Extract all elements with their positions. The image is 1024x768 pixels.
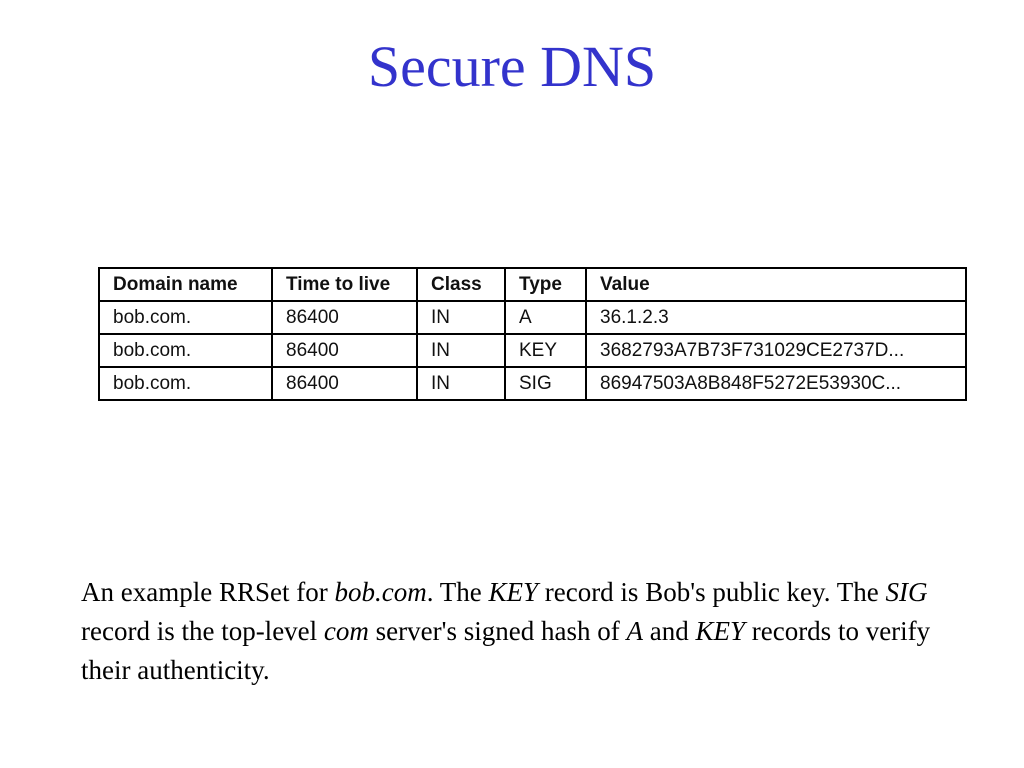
cell-value: 3682793A7B73F731029CE2737D... — [586, 334, 966, 367]
cell-type: SIG — [505, 367, 586, 400]
caption-a-term: A — [626, 616, 643, 646]
cell-time-to-live: 86400 — [272, 301, 417, 334]
table-row — [99, 334, 966, 367]
cell-class: IN — [417, 367, 505, 400]
caption-text: An example RRSet for — [81, 577, 335, 607]
cell-domain-name: bob.com. — [99, 334, 272, 367]
caption-text: and — [642, 616, 696, 646]
caption-sig-term: SIG — [885, 577, 928, 607]
dns-records-table — [98, 267, 967, 401]
cell-value: 86947503A8B848F5272E53930C... — [586, 367, 966, 400]
column-header-domain-name: Domain name — [99, 268, 272, 301]
cell-time-to-live: 86400 — [272, 334, 417, 367]
cell-domain-name: bob.com. — [99, 301, 272, 334]
column-header-type: Type — [505, 268, 586, 301]
caption-key-term: KEY — [488, 577, 538, 607]
cell-class: IN — [417, 334, 505, 367]
caption-text: server's signed hash of — [368, 616, 627, 646]
caption-text: record is the top-level — [81, 616, 324, 646]
cell-class: IN — [417, 301, 505, 334]
column-header-class: Class — [417, 268, 505, 301]
table-row — [99, 301, 966, 334]
slide-title: Secure DNS — [367, 34, 657, 99]
cell-type: KEY — [505, 334, 586, 367]
table-header-row — [99, 268, 966, 301]
caption-text: record is Bob's public key. The — [537, 577, 886, 607]
caption-com-term: com — [323, 616, 369, 646]
cell-type: A — [505, 301, 586, 334]
table-row — [99, 367, 966, 400]
caption-text: records to verify their authenticity. — [81, 616, 931, 685]
cell-time-to-live: 86400 — [272, 367, 417, 400]
cell-domain-name: bob.com. — [99, 367, 272, 400]
caption-text: . The — [426, 577, 489, 607]
column-header-value: Value — [586, 268, 966, 301]
cell-value: 36.1.2.3 — [586, 301, 966, 334]
caption-paragraph — [81, 573, 961, 690]
caption-domain-term: bob.com — [334, 577, 427, 607]
column-header-time-to-live: Time to live — [272, 268, 417, 301]
caption-key-term: KEY — [695, 616, 745, 646]
